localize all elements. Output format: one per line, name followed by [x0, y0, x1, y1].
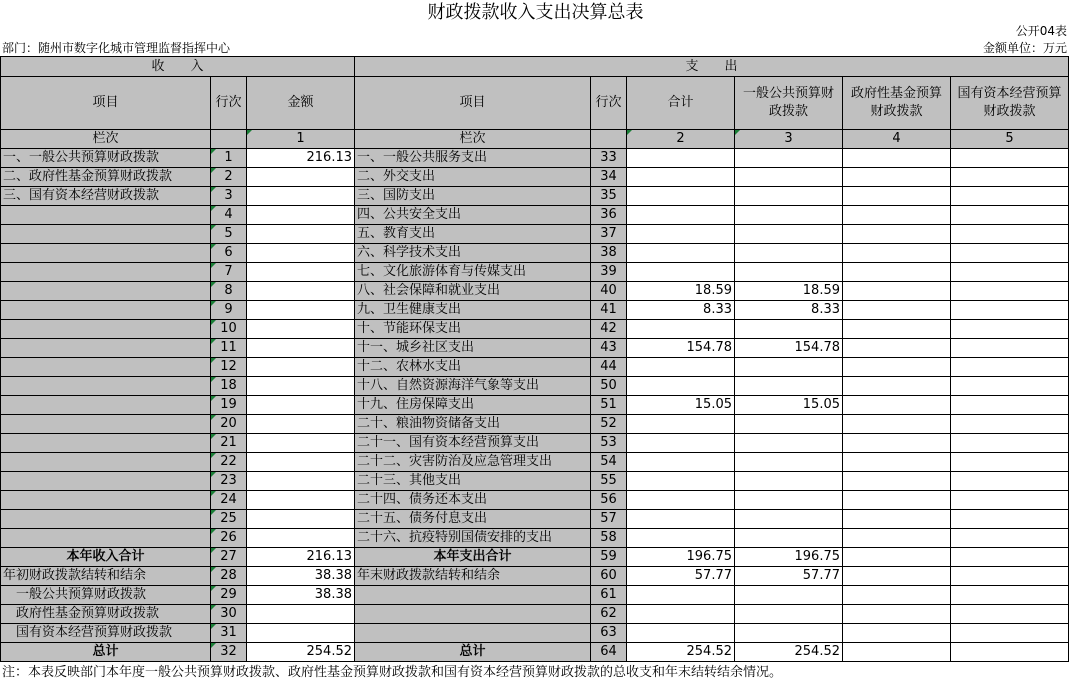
- income-item-cell: [1, 377, 211, 396]
- expense-rowno-cell: 35: [591, 187, 627, 206]
- table-row: [1, 415, 1069, 434]
- expense-item-cell: [355, 605, 591, 624]
- expense-soe-cell: [951, 377, 1069, 396]
- expense-total-cell: [627, 225, 735, 244]
- expense-item-cell: 二十四、债务还本支出: [355, 491, 591, 510]
- expense-govfund-cell: [843, 263, 951, 282]
- table-row: [1, 206, 1069, 225]
- income-amount-cell: [247, 472, 355, 491]
- income-item-cell: [1, 225, 211, 244]
- income-rowno-cell: 19: [211, 396, 247, 415]
- table-row: [1, 605, 1069, 624]
- income-rowno-cell: 23: [211, 472, 247, 491]
- expense-general-cell: [735, 434, 843, 453]
- expense-soe-cell: [951, 472, 1069, 491]
- table-row: [1, 244, 1069, 263]
- income-rowno-cell: 26: [211, 529, 247, 548]
- expense-soe-cell: [951, 187, 1069, 206]
- expense-total-cell: [627, 434, 735, 453]
- income-rowno-cell: 8: [211, 282, 247, 301]
- income-amount-cell: [247, 396, 355, 415]
- expense-item-cell: 九、卫生健康支出: [355, 301, 591, 320]
- expense-item-cell: 十二、农林水支出: [355, 358, 591, 377]
- column-label-cell: 栏次: [355, 130, 591, 149]
- column-number-cell: 2: [627, 130, 735, 149]
- expense-soe-cell: [951, 624, 1069, 643]
- table-row: [1, 567, 1069, 586]
- income-rowno-cell: 29: [211, 586, 247, 605]
- expense-soe-cell: [951, 491, 1069, 510]
- income-amount-cell: [247, 206, 355, 225]
- income-amount-cell: [247, 605, 355, 624]
- income-item-cell: [1, 491, 211, 510]
- expense-total-cell: [627, 206, 735, 225]
- income-amount-cell: 38.38: [247, 567, 355, 586]
- table-row: [1, 586, 1069, 605]
- expense-total-cell: 154.78: [627, 339, 735, 358]
- table-row: [1, 263, 1069, 282]
- income-item-cell: [1, 472, 211, 491]
- expense-general-header: 一般公共预算财政拨款: [735, 77, 843, 130]
- expense-govfund-cell: [843, 301, 951, 320]
- income-rowno-cell: 4: [211, 206, 247, 225]
- expense-govfund-cell: [843, 244, 951, 263]
- expense-soe-cell: [951, 263, 1069, 282]
- expense-item-cell: [355, 586, 591, 605]
- expense-total-cell: [627, 149, 735, 168]
- expense-item-cell: 年末财政拨款结转和结余: [355, 567, 591, 586]
- expense-item-cell: 七、文化旅游体育与传媒支出: [355, 263, 591, 282]
- income-rowno-header: 行次: [211, 77, 247, 130]
- expense-item-cell: 二十六、抗疫特别国债安排的支出: [355, 529, 591, 548]
- expense-general-cell: [735, 624, 843, 643]
- table-row: [1, 396, 1069, 415]
- table-row: [1, 472, 1069, 491]
- income-amount-cell: 254.52: [247, 643, 355, 662]
- income-item-cell: [1, 244, 211, 263]
- expense-rowno-cell: 39: [591, 263, 627, 282]
- expense-rowno-cell: 33: [591, 149, 627, 168]
- expense-item-cell: 六、科学技术支出: [355, 244, 591, 263]
- expense-rowno-cell: 63: [591, 624, 627, 643]
- expense-rowno-cell: 43: [591, 339, 627, 358]
- column-label-cell: 栏次: [1, 130, 211, 149]
- expense-item-cell: [355, 624, 591, 643]
- income-item-cell: [1, 282, 211, 301]
- expense-item-cell: 四、公共安全支出: [355, 206, 591, 225]
- expense-item-cell: 一、一般公共服务支出: [355, 149, 591, 168]
- income-amount-cell: 38.38: [247, 586, 355, 605]
- expense-soe-cell: [951, 301, 1069, 320]
- expense-general-cell: [735, 149, 843, 168]
- expense-total-cell: [627, 529, 735, 548]
- expense-total-cell: [627, 605, 735, 624]
- expense-soe-cell: [951, 586, 1069, 605]
- expense-general-cell: [735, 206, 843, 225]
- income-item-cell: [1, 396, 211, 415]
- expense-total-cell: [627, 358, 735, 377]
- income-amount-cell: [247, 263, 355, 282]
- expense-general-cell: [735, 586, 843, 605]
- income-amount-cell: [247, 244, 355, 263]
- income-rowno-cell: 20: [211, 415, 247, 434]
- table-row: [1, 301, 1069, 320]
- expense-soe-cell: [951, 168, 1069, 187]
- expense-rowno-cell: 54: [591, 453, 627, 472]
- income-rowno-cell: 10: [211, 320, 247, 339]
- expense-soe-cell: [951, 643, 1069, 662]
- expense-general-cell: [735, 377, 843, 396]
- table-row: [1, 358, 1069, 377]
- income-rowno-cell: 5: [211, 225, 247, 244]
- income-amount-cell: [247, 415, 355, 434]
- expense-general-cell: [735, 244, 843, 263]
- expense-general-cell: [735, 415, 843, 434]
- expense-govfund-cell: [843, 225, 951, 244]
- expense-general-cell: 254.52: [735, 643, 843, 662]
- expense-rowno-cell: 36: [591, 206, 627, 225]
- expense-total-cell: 196.75: [627, 548, 735, 567]
- expense-govfund-cell: [843, 358, 951, 377]
- income-amount-cell: [247, 491, 355, 510]
- expense-general-cell: [735, 187, 843, 206]
- expense-total-cell: 18.59: [627, 282, 735, 301]
- expense-total-cell: [627, 472, 735, 491]
- expense-general-cell: [735, 263, 843, 282]
- expense-rowno-cell: 64: [591, 643, 627, 662]
- income-amount-cell: [247, 624, 355, 643]
- table-row: [1, 225, 1069, 244]
- table-row: [1, 434, 1069, 453]
- footnote: 注：本表反映部门本年度一般公共预算财政拨款、政府性基金预算财政拨款和国有资本经营预算财政拨款的总收支和年末结转结余情况。: [2, 665, 783, 680]
- income-amount-header: 金额: [247, 77, 355, 130]
- expense-total-cell: [627, 263, 735, 282]
- income-item-cell: [1, 529, 211, 548]
- expense-govfund-cell: [843, 415, 951, 434]
- expense-govfund-cell: [843, 453, 951, 472]
- income-rowno-cell: 27: [211, 548, 247, 567]
- income-amount-cell: 216.13: [247, 548, 355, 567]
- income-rowno-cell: 12: [211, 358, 247, 377]
- expense-item-cell: 十一、城乡社区支出: [355, 339, 591, 358]
- expense-general-cell: [735, 529, 843, 548]
- income-item-cell: [1, 263, 211, 282]
- income-item-cell: 一般公共预算财政拨款: [1, 586, 211, 605]
- expense-govfund-cell: [843, 320, 951, 339]
- expense-rowno-cell: 41: [591, 301, 627, 320]
- income-amount-cell: 216.13: [247, 149, 355, 168]
- expense-soe-cell: [951, 358, 1069, 377]
- expense-general-cell: 15.05: [735, 396, 843, 415]
- expense-general-cell: [735, 491, 843, 510]
- department-label: 部门：随州市数字化城市管理监督指挥中心: [2, 41, 231, 55]
- income-amount-cell: [247, 434, 355, 453]
- expense-soe-cell: [951, 396, 1069, 415]
- expense-general-cell: 57.77: [735, 567, 843, 586]
- expense-general-cell: [735, 358, 843, 377]
- expense-general-cell: 196.75: [735, 548, 843, 567]
- income-item-cell: [1, 206, 211, 225]
- income-amount-cell: [247, 187, 355, 206]
- income-amount-cell: [247, 320, 355, 339]
- expense-govfund-cell: [843, 624, 951, 643]
- table-row: [1, 320, 1069, 339]
- expense-total-cell: [627, 168, 735, 187]
- expense-rowno-cell: 51: [591, 396, 627, 415]
- expense-total-cell: 8.33: [627, 301, 735, 320]
- expense-govfund-header: 政府性基金预算财政拨款: [843, 77, 951, 130]
- expense-govfund-cell: [843, 168, 951, 187]
- expense-rowno-cell: 52: [591, 415, 627, 434]
- unit-label: 金额单位：万元: [982, 41, 1067, 55]
- expense-item-cell: 二十五、债务付息支出: [355, 510, 591, 529]
- expense-soe-header: 国有资本经营预算财政拨款: [951, 77, 1069, 130]
- expense-item-cell: 二十二、灾害防治及应急管理支出: [355, 453, 591, 472]
- expense-total-cell: [627, 491, 735, 510]
- expense-total-header: 合计: [627, 77, 735, 130]
- income-section-header: 收 入: [1, 57, 355, 77]
- expense-item-header: 项目: [355, 77, 591, 130]
- income-amount-cell: [247, 282, 355, 301]
- expense-item-cell: 二十三、其他支出: [355, 472, 591, 491]
- expense-rowno-cell: 58: [591, 529, 627, 548]
- income-item-cell: [1, 415, 211, 434]
- expense-soe-cell: [951, 225, 1069, 244]
- table-row: [1, 377, 1069, 396]
- expense-rowno-cell: 37: [591, 225, 627, 244]
- income-item-cell: 国有资本经营预算财政拨款: [1, 624, 211, 643]
- table-row: [1, 491, 1069, 510]
- expense-govfund-cell: [843, 434, 951, 453]
- income-rowno-cell: 1: [211, 149, 247, 168]
- expense-section-header: 支 出: [355, 57, 1069, 77]
- expense-govfund-cell: [843, 377, 951, 396]
- income-amount-cell: [247, 453, 355, 472]
- expense-rowno-cell: 44: [591, 358, 627, 377]
- income-amount-cell: [247, 339, 355, 358]
- expense-soe-cell: [951, 149, 1069, 168]
- expense-general-cell: [735, 472, 843, 491]
- income-rowno-cell: 32: [211, 643, 247, 662]
- income-item-cell: 一、一般公共预算财政拨款: [1, 149, 211, 168]
- expense-total-cell: [627, 377, 735, 396]
- expense-rowno-cell: 50: [591, 377, 627, 396]
- expense-general-cell: [735, 225, 843, 244]
- expense-item-cell: 五、教育支出: [355, 225, 591, 244]
- income-amount-cell: [247, 301, 355, 320]
- expense-rowno-cell: 59: [591, 548, 627, 567]
- expense-govfund-cell: [843, 282, 951, 301]
- expense-item-cell: 总计: [355, 643, 591, 662]
- expense-govfund-cell: [843, 206, 951, 225]
- expense-soe-cell: [951, 244, 1069, 263]
- income-item-cell: [1, 339, 211, 358]
- table-row: [1, 282, 1069, 301]
- expense-govfund-cell: [843, 396, 951, 415]
- expense-soe-cell: [951, 434, 1069, 453]
- income-rowno-cell: 9: [211, 301, 247, 320]
- expense-soe-cell: [951, 567, 1069, 586]
- column-number-cell: 1: [247, 130, 355, 149]
- expense-item-cell: 二十、粮油物资储备支出: [355, 415, 591, 434]
- table-row: [1, 643, 1069, 662]
- expense-item-cell: 十八、自然资源海洋气象等支出: [355, 377, 591, 396]
- income-item-cell: [1, 434, 211, 453]
- income-rowno-cell: 11: [211, 339, 247, 358]
- table-row: [1, 529, 1069, 548]
- income-amount-cell: [247, 168, 355, 187]
- income-rowno-cell: 22: [211, 453, 247, 472]
- expense-total-cell: [627, 586, 735, 605]
- expense-rowno-cell: 57: [591, 510, 627, 529]
- income-item-cell: 年初财政拨款结转和结余: [1, 567, 211, 586]
- expense-rowno-cell: 38: [591, 244, 627, 263]
- expense-general-cell: 8.33: [735, 301, 843, 320]
- income-item-cell: 总计: [1, 643, 211, 662]
- income-rowno-cell: 7: [211, 263, 247, 282]
- income-amount-cell: [247, 510, 355, 529]
- table-row: [1, 624, 1069, 643]
- expense-soe-cell: [951, 206, 1069, 225]
- income-item-cell: [1, 320, 211, 339]
- expense-general-cell: [735, 168, 843, 187]
- expense-soe-cell: [951, 453, 1069, 472]
- income-rowno-cell: 25: [211, 510, 247, 529]
- expense-rowno-cell: 61: [591, 586, 627, 605]
- expense-soe-cell: [951, 529, 1069, 548]
- expense-total-cell: [627, 187, 735, 206]
- income-rowno-cell: 21: [211, 434, 247, 453]
- income-rowno-cell: 28: [211, 567, 247, 586]
- income-amount-cell: [247, 377, 355, 396]
- table-row: [1, 339, 1069, 358]
- expense-rowno-cell: 34: [591, 168, 627, 187]
- blank-cell: [591, 130, 627, 149]
- income-amount-cell: [247, 358, 355, 377]
- expense-total-cell: 254.52: [627, 643, 735, 662]
- expense-rowno-cell: 56: [591, 491, 627, 510]
- expense-govfund-cell: [843, 529, 951, 548]
- column-number-cell: 3: [735, 130, 843, 149]
- expense-total-cell: [627, 320, 735, 339]
- expense-item-cell: 二十一、国有资本经营预算支出: [355, 434, 591, 453]
- income-amount-cell: [247, 529, 355, 548]
- income-rowno-cell: 18: [211, 377, 247, 396]
- table-row: [1, 453, 1069, 472]
- income-item-cell: [1, 358, 211, 377]
- table-row: [1, 149, 1069, 168]
- income-rowno-cell: 3: [211, 187, 247, 206]
- expense-general-cell: [735, 605, 843, 624]
- expense-govfund-cell: [843, 586, 951, 605]
- expense-general-cell: [735, 320, 843, 339]
- income-rowno-cell: 31: [211, 624, 247, 643]
- expense-soe-cell: [951, 605, 1069, 624]
- expense-soe-cell: [951, 510, 1069, 529]
- expense-total-cell: [627, 510, 735, 529]
- expense-soe-cell: [951, 415, 1069, 434]
- income-item-header: 项目: [1, 77, 211, 130]
- income-amount-cell: [247, 225, 355, 244]
- expense-soe-cell: [951, 548, 1069, 567]
- expense-rowno-cell: 55: [591, 472, 627, 491]
- income-rowno-cell: 24: [211, 491, 247, 510]
- expense-general-cell: [735, 510, 843, 529]
- expense-item-cell: 八、社会保障和就业支出: [355, 282, 591, 301]
- expense-govfund-cell: [843, 491, 951, 510]
- expense-item-cell: 三、国防支出: [355, 187, 591, 206]
- income-item-cell: 三、国有资本经营财政拨款: [1, 187, 211, 206]
- blank-cell: [211, 130, 247, 149]
- expense-rowno-cell: 62: [591, 605, 627, 624]
- table-number: 公开04表: [1015, 24, 1067, 38]
- expense-govfund-cell: [843, 149, 951, 168]
- income-rowno-cell: 30: [211, 605, 247, 624]
- expense-rowno-cell: 42: [591, 320, 627, 339]
- column-number-cell: 4: [843, 130, 951, 149]
- income-item-cell: [1, 301, 211, 320]
- table-row: [1, 187, 1069, 206]
- expense-govfund-cell: [843, 339, 951, 358]
- income-item-cell: 政府性基金预算财政拨款: [1, 605, 211, 624]
- expense-rowno-cell: 40: [591, 282, 627, 301]
- expense-govfund-cell: [843, 567, 951, 586]
- table-row: [1, 548, 1069, 567]
- expense-item-cell: 本年支出合计: [355, 548, 591, 567]
- report-title: 财政拨款收入支出决算总表: [427, 2, 644, 23]
- expense-rowno-cell: 53: [591, 434, 627, 453]
- expense-soe-cell: [951, 320, 1069, 339]
- expense-govfund-cell: [843, 472, 951, 491]
- expense-total-cell: [627, 624, 735, 643]
- budget-table: [0, 56, 1069, 662]
- expense-govfund-cell: [843, 548, 951, 567]
- expense-govfund-cell: [843, 605, 951, 624]
- expense-total-cell: 57.77: [627, 567, 735, 586]
- expense-item-cell: 二、外交支出: [355, 168, 591, 187]
- expense-soe-cell: [951, 282, 1069, 301]
- expense-total-cell: [627, 244, 735, 263]
- expense-total-cell: [627, 453, 735, 472]
- expense-general-cell: 18.59: [735, 282, 843, 301]
- income-item-cell: 本年收入合计: [1, 548, 211, 567]
- expense-soe-cell: [951, 339, 1069, 358]
- table-row: [1, 168, 1069, 187]
- expense-govfund-cell: [843, 510, 951, 529]
- table-row: [1, 510, 1069, 529]
- income-rowno-cell: 6: [211, 244, 247, 263]
- income-item-cell: [1, 510, 211, 529]
- expense-general-cell: 154.78: [735, 339, 843, 358]
- expense-general-cell: [735, 453, 843, 472]
- expense-rowno-header: 行次: [591, 77, 627, 130]
- expense-total-cell: 15.05: [627, 396, 735, 415]
- income-rowno-cell: 2: [211, 168, 247, 187]
- expense-rowno-cell: 60: [591, 567, 627, 586]
- income-item-cell: 二、政府性基金预算财政拨款: [1, 168, 211, 187]
- expense-total-cell: [627, 415, 735, 434]
- expense-item-cell: 十九、住房保障支出: [355, 396, 591, 415]
- income-item-cell: [1, 453, 211, 472]
- expense-govfund-cell: [843, 187, 951, 206]
- expense-govfund-cell: [843, 643, 951, 662]
- column-number-cell: 5: [951, 130, 1069, 149]
- expense-item-cell: 十、节能环保支出: [355, 320, 591, 339]
